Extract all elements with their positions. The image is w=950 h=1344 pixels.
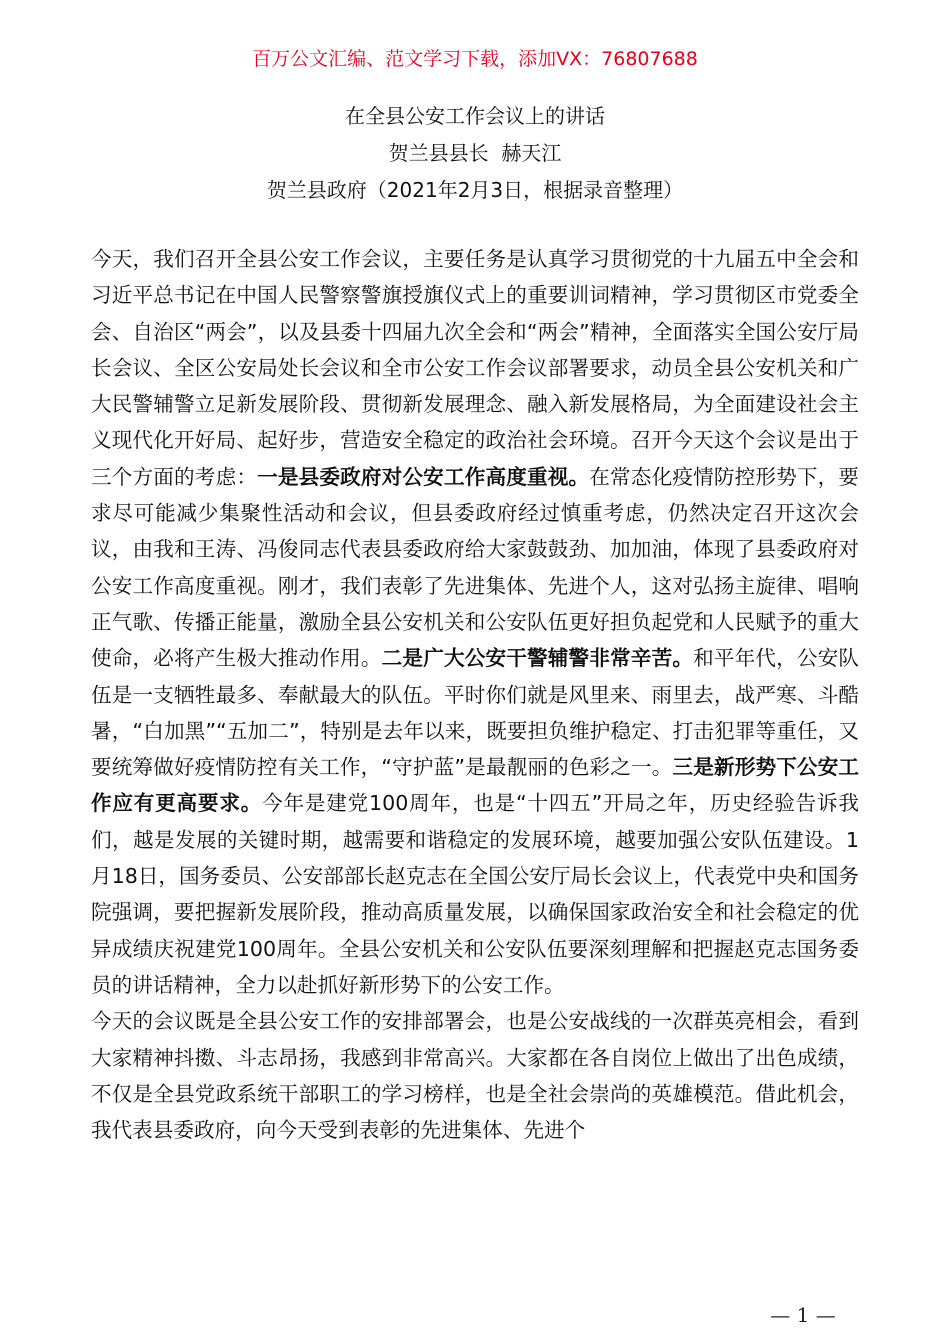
- paragraph-1-text-3: 和平年代，公安队伍是一支牺牲最多、奉献最大的队伍。平时你们就是风里来、雨里去，战严寒、斗酷暑，“白加黑”“五加二”，特别是去年以来，既要担负维护稳定、打击犯罪等重任，又要统筹做好疫情防控有关工作，“守护蓝”是最靓丽的色彩之一。: [91, 646, 860, 780]
- document-header: [0, 98, 950, 209]
- paragraph-2: 今天的会议既是全县公安工作的安排部署会，也是公安战线的一次群英亮相会，看到大家精神抖擞、斗志昂扬，我感到非常高兴。大家都在各自岗位上做出了出色成绩，不仅是全县党政系统干部职工的学习榜样，也是全社会崇尚的英雄模范。借此机会，我代表县委政府，向今天受到表彰的先进集体、先进个: [91, 1009, 859, 1143]
- speech-body: [91, 241, 859, 1148]
- paragraph-1-text-1: 今天，我们召开全县公安工作会议，主要任务是认真学习贯彻党的十九届五中全会和习近平总书记在中国人民警察警旗授旗仪式上的重要训词精神，学习贯彻区市党委全会、自治区“两会”，以及县委十四届九次全会和“两会”精神，全面落实全国公安厅局长会议、全区公安局处长会议和全市公安工作会议部署要求，动员全县公安机关和广大民警辅警立足新发展阶段、贯彻新发展理念、融入新发展格局，为全面建设社会主义现代化开好局、起好步，营造安全稳定的政治社会环境。召开今天这个会议是出于三个方面的考虑：: [91, 247, 859, 489]
- point-one-heading: 一是县委政府对公安工作高度重视。: [257, 464, 590, 489]
- page-number: — 1 —: [770, 1303, 836, 1327]
- point-three-heading: 三是新形势下公安工作应有更高要求。: [91, 755, 860, 816]
- source-line: 贺兰县政府（2021年2月3日，根据录音整理）: [266, 178, 684, 202]
- paragraph-1: [91, 241, 859, 1003]
- paragraph-1-text-2: 在常态化疫情防控形势下，要求尽可能减少集聚性活动和会议，但县委政府经过慎重考虑，仍然决定召开这次会议，由我和王涛、冯俊同志代表县委政府给大家鼓鼓劲、加加油，体现了县委政府对公安工作高度重视。刚才，我们表彰了先进集体、先进个人，这对弘扬主旋律、唱响正气歌、传播正能量，激励全县公安机关和公安队伍更好担负起党和人民赋予的重大使命，必将产生极大推动作用。: [91, 464, 860, 671]
- promo-banner: 百万公文汇编、范文学习下载，添加VX：76807688: [252, 48, 698, 70]
- speech-title: 在全县公安工作会议上的讲话: [345, 104, 605, 128]
- speaker-line: 贺兰县县长 赫天江: [388, 141, 562, 165]
- point-two-heading: 二是广大公安干警辅警非常辛苦。: [381, 646, 694, 671]
- paragraph-1-text-4: 今年是建党100周年，也是“十四五”开局之年，历史经验告诉我们，越是发展的关键时期，越需要和谐稳定的发展环境，越要加强公安队伍建设。1月18日，国务委员、公安部部长赵克志在全国公安厅局长会议上，代表党中央和国务院强调，要把握新发展阶段，推动高质量发展，以确保国家政治安全和社会稳定的优异成绩庆祝建党100周年。全县公安机关和公安队伍要深刻理解和把握赵克志国务委员的讲话精神，全力以赴抓好新形势下的公安工作。: [91, 791, 859, 997]
